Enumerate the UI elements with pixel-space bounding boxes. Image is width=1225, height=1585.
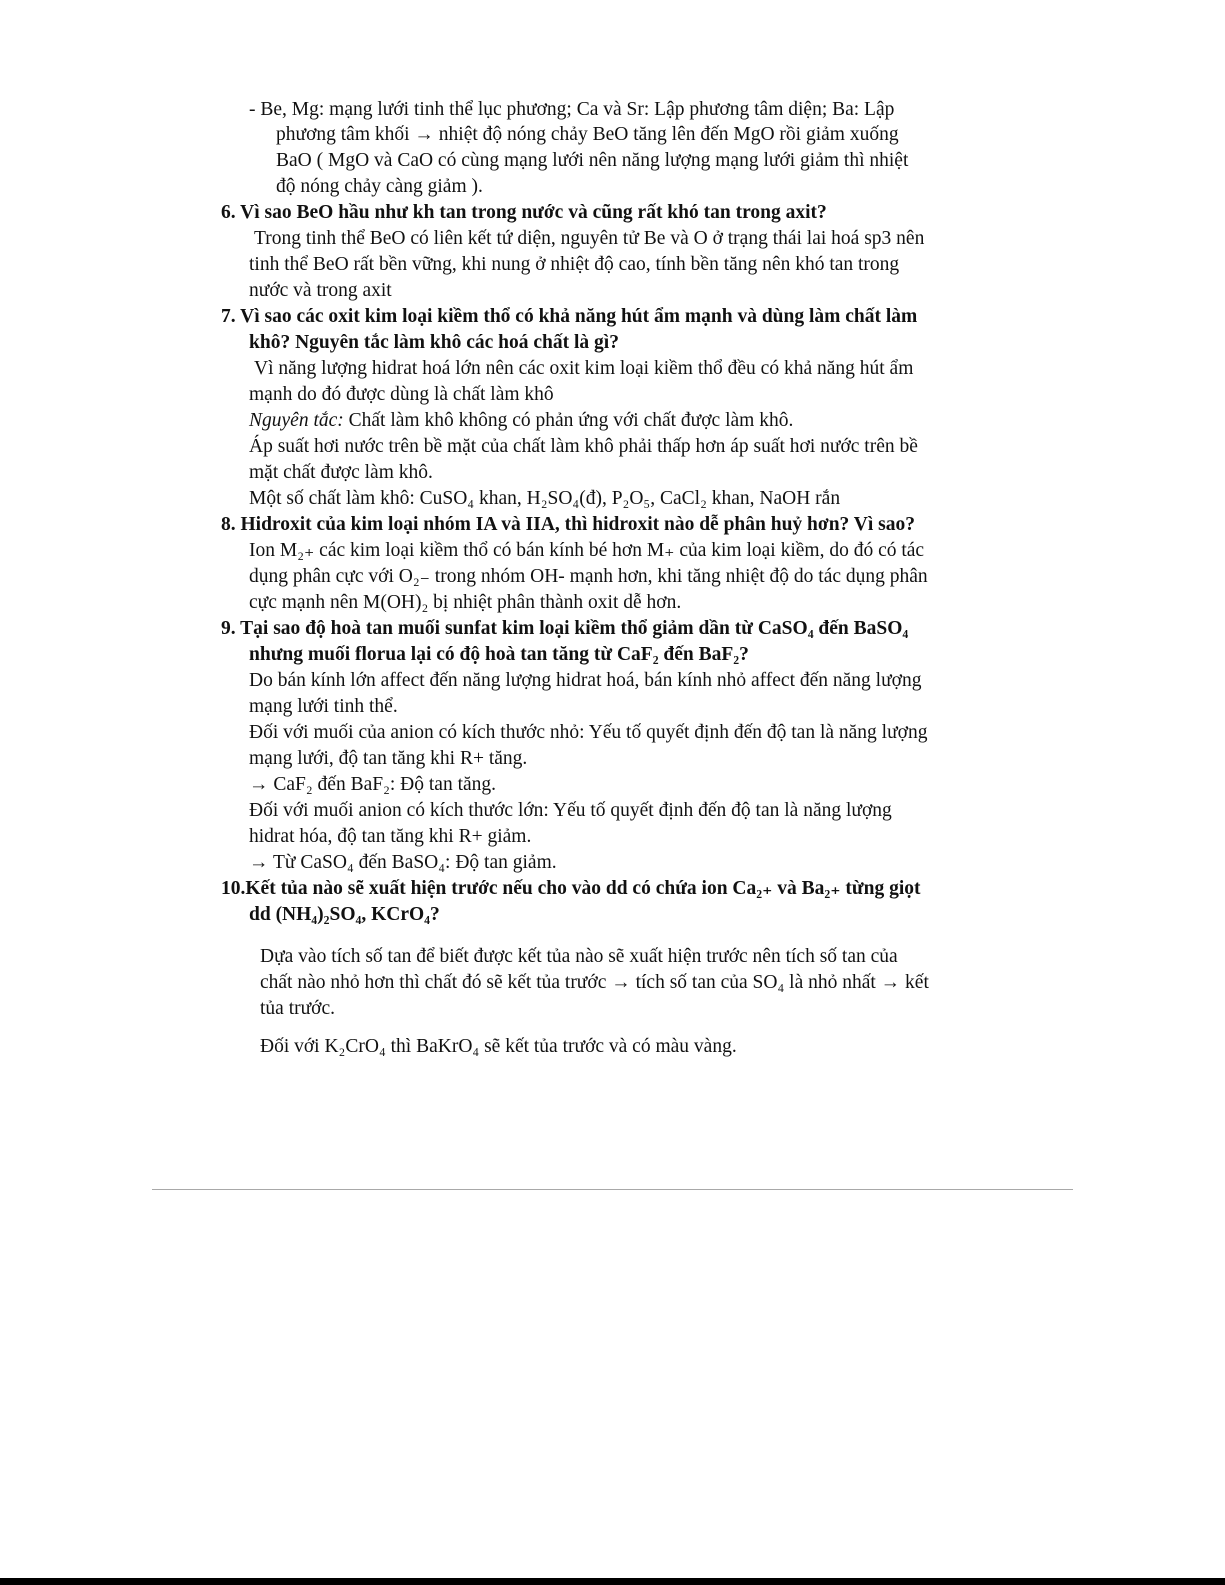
q7-answer-line-1: Vì năng lượng hidrat hoá lớn nên các oxit kim loại kiềm thổ đều có khả năng hút ẩm (254, 358, 914, 379)
q9-answer-line-1: Do bán kính lớn affect đến năng lượng hidrat hoá, bán kính nhỏ affect đến năng lượng (249, 670, 922, 691)
intro-line-2: phương tâm khối → nhiệt độ nóng chảy BeO tăng lên đến MgO rồi giảm xuống (276, 124, 899, 145)
q6-answer-line-2: tinh thể BeO rất bền vững, khi nung ở nhiệt độ cao, tính bền tăng nên khó tan trong (249, 254, 900, 275)
q10-answer-line-1: Dựa vào tích số tan để biết được kết tủa nào sẽ xuất hiện trước nên tích số tan của (260, 946, 898, 967)
q10-answer-line-2: chất nào nhỏ hơn thì chất đó sẽ kết tủa trước → tích số tan của SO₄ là nhỏ nhất → kết (260, 972, 929, 993)
intro-line-1: - Be, Mg: mạng lưới tinh thể lục phương; Ca và Sr: Lập phương tâm diện; Ba: Lập (249, 99, 895, 120)
question-9-line-2: nhưng muối florua lại có độ hoà tan tăng từ CaF₂ đến BaF₂? (249, 644, 749, 665)
question-7-line-2: khô? Nguyên tắc làm khô các hoá chất là gì? (249, 332, 619, 353)
intro-line-4: độ nóng chảy càng giảm ). (276, 176, 483, 197)
q8-answer-line-3: cực mạnh nên M(OH)₂ bị nhiệt phân thành oxit dễ hơn. (249, 592, 682, 613)
q9-answer-line-8: → Từ CaSO₄ đến BaSO₄: Độ tan giảm. (249, 852, 557, 873)
question-9-line-1: 9. Tại sao độ hoà tan muối sunfat kim loại kiềm thổ giảm dần từ CaSO₄ đến BaSO₄ (221, 618, 909, 639)
q7-principle (249, 408, 793, 434)
q7-pressure-line-2: mặt chất được làm khô. (249, 462, 433, 483)
q9-answer-line-5: → CaF₂ đến BaF₂: Độ tan tăng. (249, 774, 497, 795)
question-7-line-1: 7. Vì sao các oxit kim loại kiềm thổ có khả năng hút ẩm mạnh và dùng làm chất làm (221, 306, 918, 327)
q9-answer-line-2: mạng lưới tinh thể. (249, 696, 398, 717)
q10-k2cro4: Đối với K₂CrO₄ thì BaKrO₄ sẽ kết tủa trước và có màu vàng. (260, 1036, 737, 1057)
q8-answer-line-2: dụng phân cực với O₂₋ trong nhóm OH- mạnh hơn, khi tăng nhiệt độ do tác dụng phân (249, 566, 928, 587)
q6-answer-line-1: Trong tinh thể BeO có liên kết tứ diện, nguyên tử Be và O ở trạng thái lai hoá sp3 nên (254, 228, 925, 249)
q7-principle-text: Chất làm khô không có phản ứng với chất được làm khô. (343, 410, 794, 431)
bottom-edge-bar (0, 1578, 1225, 1585)
page-divider (152, 1189, 1073, 1190)
question-10-line-2: dd (NH₄)₂SO₄, KCrO₄? (249, 904, 440, 925)
q7-pressure-line-1: Áp suất hơi nước trên bề mặt của chất làm khô phải thấp hơn áp suất hơi nước trên bề (249, 436, 918, 457)
q7-answer-line-2: mạnh do đó được dùng là chất làm khô (249, 384, 554, 405)
q6-answer-line-3: nước và trong axit (249, 280, 392, 301)
q7-principle-label: Nguyên tắc: (249, 410, 344, 431)
intro-line-3: BaO ( MgO và CaO có cùng mạng lưới nên năng lượng mạng lưới giảm thì nhiệt (276, 150, 909, 171)
question-6: 6. Vì sao BeO hầu như kh tan trong nước và cũng rất khó tan trong axit? (221, 202, 827, 223)
q9-answer-line-4: mạng lưới, độ tan tăng khi R+ tăng. (249, 748, 528, 769)
q8-answer-line-1: Ion M₂₊ các kim loại kiềm thổ có bán kính bé hơn M₊ của kim loại kiềm, do đó có tác (249, 540, 925, 561)
q7-drying-agents: Một số chất làm khô: CuSO₄ khan, H₂SO₄(đ), P₂O₅, CaCl₂ khan, NaOH rắn (249, 488, 841, 509)
q10-answer-line-3: tủa trước. (260, 998, 336, 1019)
q9-answer-line-7: hidrat hóa, độ tan tăng khi R+ giảm. (249, 826, 532, 847)
q9-answer-line-3: Đối với muối của anion có kích thước nhỏ: Yếu tố quyết định đến độ tan là năng lượng (249, 722, 928, 743)
question-8: 8. Hidroxit của kim loại nhóm IA và IIA, thì hidroxit nào dễ phân huỷ hơn? Vì sao? (221, 514, 916, 535)
question-10-line-1: 10.Kết tủa nào sẽ xuất hiện trước nếu cho vào dd có chứa ion Ca₂₊ và Ba₂₊ từng giọt (221, 878, 921, 899)
q9-answer-line-6: Đối với muối anion có kích thước lớn: Yếu tố quyết định đến độ tan là năng lượng (249, 800, 892, 821)
